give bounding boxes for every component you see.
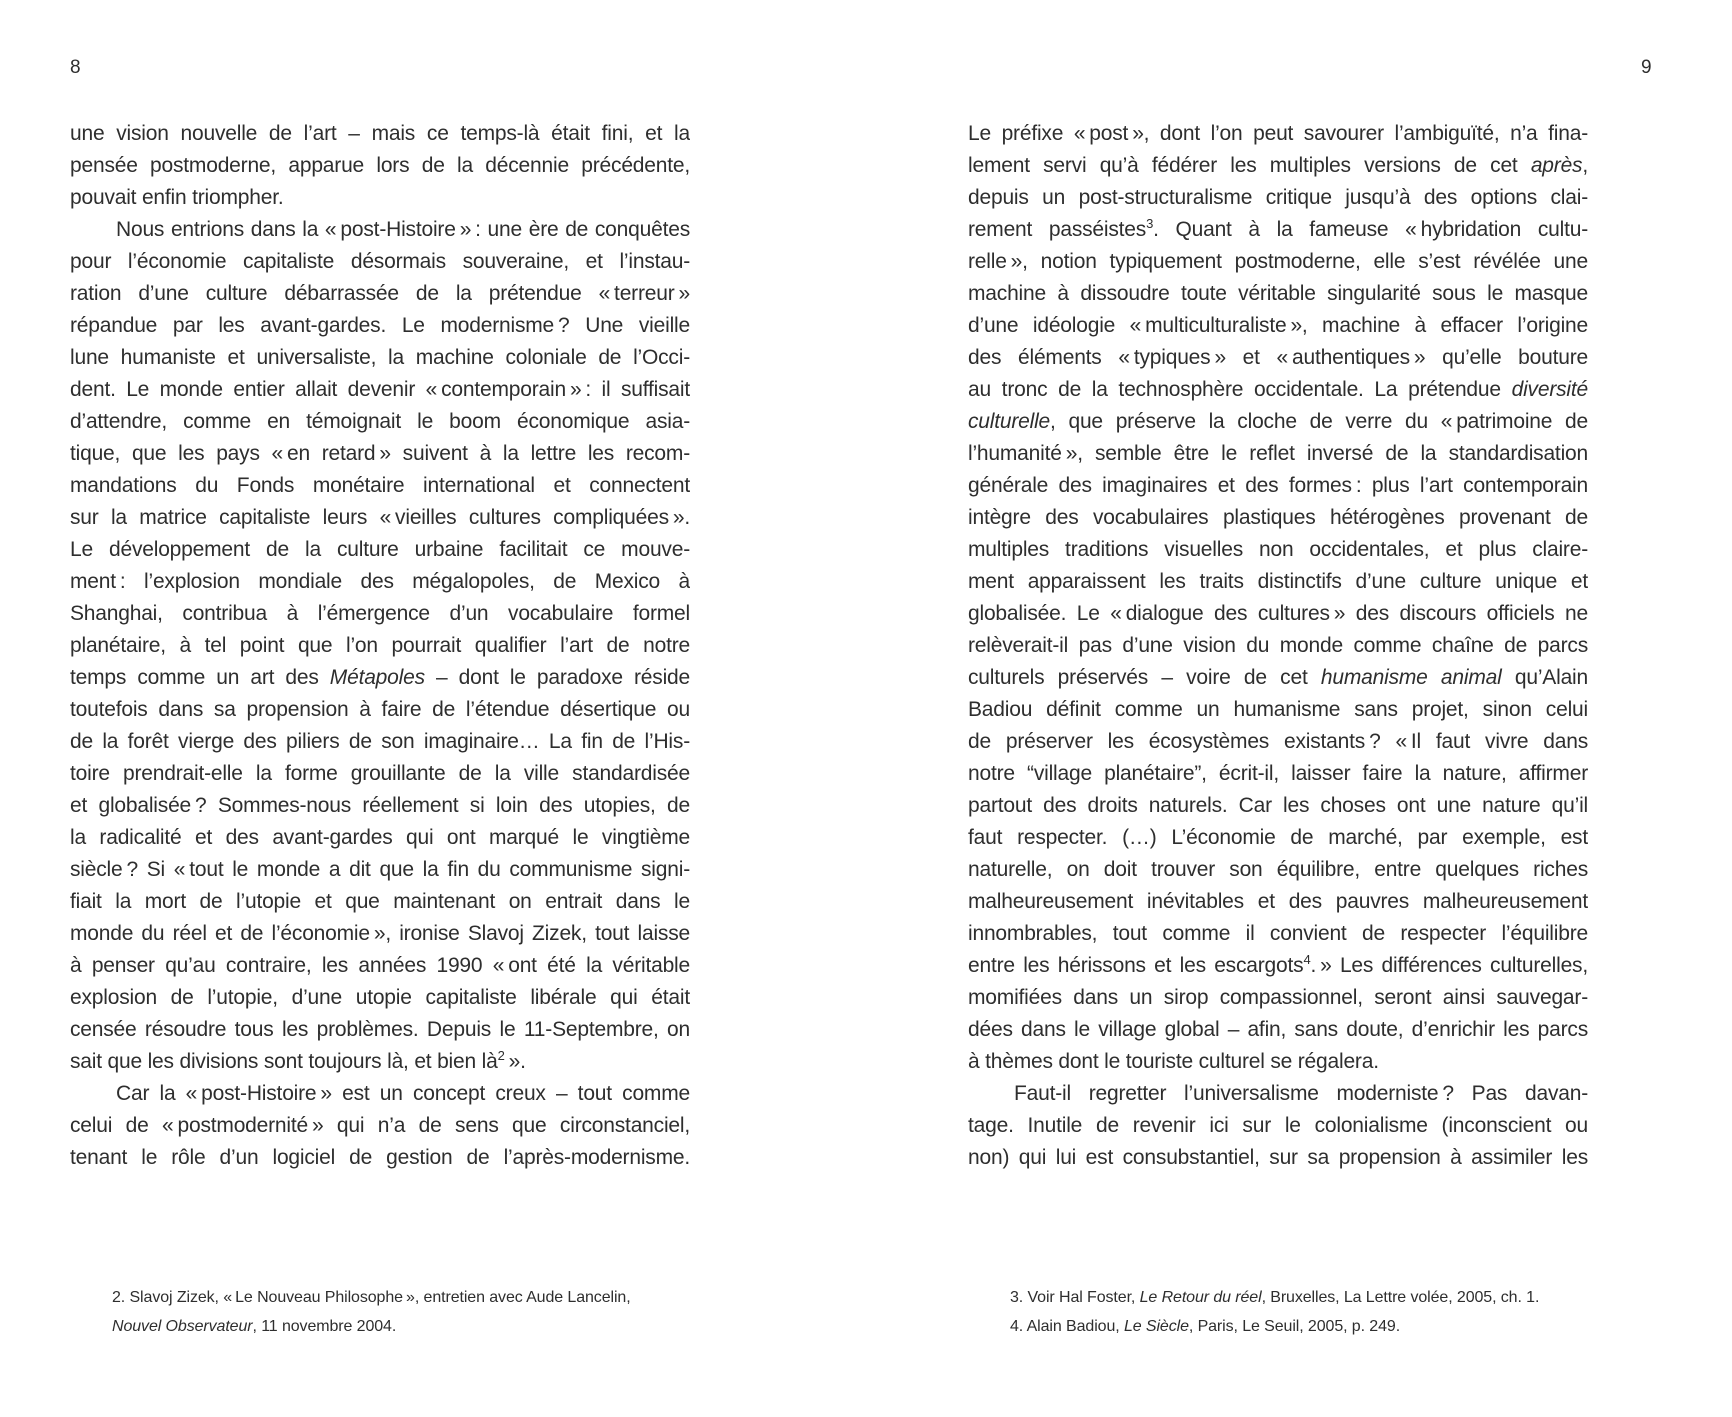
text-line: censée résoudre tous les problèmes. Depuis le 11-Septembre, on xyxy=(70,1018,690,1041)
text-line: temps comme un art des Métapoles – dont le paradoxe réside xyxy=(70,666,690,689)
text-line: globalisée. Le « dialogue des cultures » des discours officiels ne xyxy=(968,602,1588,625)
text-line: d’une idéologie « multiculturaliste », machine à effacer l’origine xyxy=(968,314,1588,337)
text-line: fiait la mort de l’utopie et que maintenant on entrait dans le xyxy=(70,890,690,913)
text-line: toire prendrait-elle la forme grouillante de la ville standardisée xyxy=(70,762,690,785)
right-page-body-text xyxy=(968,118,1588,1174)
left-page-footnotes xyxy=(112,1283,712,1341)
text-line: Shanghai, contribua à l’émergence d’un vocabulaire formel xyxy=(70,602,690,625)
text-line: Nouvel Observateur, 11 novembre 2004. xyxy=(112,1318,397,1335)
text-line: naturelle, on doit trouver son équilibre, entre quelques riches xyxy=(968,858,1588,881)
text-line: sait que les divisions sont toujours là, et bien $là^2$ ». xyxy=(70,1048,526,1073)
text-line: tenant le rôle d’un logiciel de gestion de l’après-modernisme. xyxy=(70,1146,690,1169)
text-line: culturels préservés – voire de cet humanisme animal qu’Alain xyxy=(968,666,1588,689)
right-page xyxy=(968,0,1588,1417)
left-page xyxy=(70,0,690,1417)
text-line: entre les hérissons et les escargots$^4$. » Les différences culturelles, xyxy=(968,952,1588,977)
text-line: tique, que les pays « en retard » suivent à la lettre les recom- xyxy=(70,442,690,465)
text-line: et globalisée ? Sommes-nous réellement si loin des utopies, de xyxy=(70,794,690,817)
text-line: intègre des vocabulaires plastiques hétérogènes provenant de xyxy=(968,506,1588,529)
text-line: ration d’une culture débarrassée de la prétendue « terreur » xyxy=(70,282,690,305)
text-line: depuis un post-structuralisme critique jusqu’à des options clai- xyxy=(968,186,1588,209)
text-line: l’humanité », semble être le reflet inversé de la standardisation xyxy=(968,442,1588,465)
text-line: malheureusement inévitables et des pauvres malheureusement xyxy=(968,890,1588,913)
text-line: de la forêt vierge des piliers de son imaginaire… La fin de l’His- xyxy=(70,730,690,753)
text-line: lune humaniste et universaliste, la machine coloniale de l’Occi- xyxy=(70,346,690,369)
text-line: pouvait enfin triompher. xyxy=(70,186,284,209)
text-line: générale des imaginaires et des formes : plus l’art contemporain xyxy=(968,474,1588,497)
text-line: celui de « postmodernité » qui n’a de sens que circonstanciel, xyxy=(70,1114,690,1137)
text-line: relèverait-il pas d’une vision du monde comme chaîne de parcs xyxy=(968,634,1588,657)
text-line: ment apparaissent les traits distinctifs d’une culture unique et xyxy=(968,570,1588,593)
text-line: explosion de l’utopie, d’une utopie capitaliste libérale qui était xyxy=(70,986,690,1009)
text-line: momifiées dans un sirop compassionnel, seront ainsi sauvegar- xyxy=(968,986,1588,1009)
text-line: toutefois dans sa propension à faire de l’étendue désertique ou xyxy=(70,698,690,721)
text-line: Nous entrions dans la « post-Histoire » : une ère de conquêtes xyxy=(116,218,690,241)
text-line: machine à dissoudre toute véritable singularité sous le masque xyxy=(968,282,1588,305)
text-line: la radicalité et des avant-gardes qui ont marqué le vingtième xyxy=(70,826,690,849)
left-page-body-text xyxy=(70,118,690,1174)
text-line: non) qui lui est consubstantiel, sur sa propension à assimiler les xyxy=(968,1146,1588,1169)
text-line: de préserver les écosystèmes existants ? « Il faut vivre dans xyxy=(968,730,1588,753)
text-line: Badiou définit comme un humanisme sans projet, sinon celui xyxy=(968,698,1588,721)
text-line: 2. Slavoj Zizek, « Le Nouveau Philosophe », entretien avec Aude Lancelin, xyxy=(112,1289,631,1306)
text-line: à thèmes dont le touriste culturel se régalera. xyxy=(968,1050,1379,1073)
text-line: une vision nouvelle de l’art – mais ce temps-là était fini, et la xyxy=(70,122,690,145)
text-line: relle », notion typiquement postmoderne, elle s’est révélée une xyxy=(968,250,1588,273)
text-line: lement servi qu’à fédérer les multiples versions de cet après, xyxy=(968,154,1588,177)
text-line: 4. Alain Badiou, Le Siècle, Paris, Le Seuil, 2005, p. 249. xyxy=(1010,1318,1401,1335)
page-number-right: 9 xyxy=(1641,57,1652,78)
text-line: Le préfixe « post », dont l’on peut savourer l’ambiguïté, n’a fina- xyxy=(968,122,1588,145)
page-number-left: 8 xyxy=(70,57,81,78)
text-line: au tronc de la technosphère occidentale. La prétendue diversité xyxy=(968,378,1588,401)
text-line: rement passéistes$^3$. Quant à la fameuse « hybridation cultu- xyxy=(968,216,1588,241)
text-line: à penser qu’au contraire, les années 1990 « ont été la véritable xyxy=(70,954,690,977)
text-line: Le développement de la culture urbaine facilitait ce mouve- xyxy=(70,538,690,561)
text-line: 3. Voir Hal Foster, Le Retour du réel, Bruxelles, La Lettre volée, 2005, ch. 1. xyxy=(1010,1289,1540,1306)
text-line: siècle ? Si « tout le monde a dit que la fin du communisme signi- xyxy=(70,858,690,881)
text-line: ment : l’explosion mondiale des mégalopoles, de Mexico à xyxy=(70,570,690,593)
text-line: faut respecter. (…) L’économie de marché, par exemple, est xyxy=(968,826,1588,849)
text-line: sur la matrice capitaliste leurs « vieilles cultures compliquées ». xyxy=(70,506,690,529)
text-line: mandations du Fonds monétaire international et connectent xyxy=(70,474,690,497)
text-line: partout des droits naturels. Car les choses ont une nature qu’il xyxy=(968,794,1588,817)
text-line: innombrables, tout comme il convient de respecter l’équilibre xyxy=(968,922,1588,945)
text-line: notre “village planétaire”, écrit-il, laisser faire la nature, affirmer xyxy=(968,762,1588,785)
text-line: culturelle, que préserve la cloche de verre du « patrimoine de xyxy=(968,410,1588,433)
text-line: des éléments « typiques » et « authentiques » qu’elle bouture xyxy=(968,346,1588,369)
text-line: Faut-il regretter l’universalisme moderniste ? Pas davan- xyxy=(1014,1082,1588,1105)
text-line: monde du réel et de l’économie », ironise Slavoj Zizek, tout laisse xyxy=(70,922,690,945)
text-line: pour l’économie capitaliste désormais souveraine, et l’instau- xyxy=(70,250,690,273)
text-line: d’attendre, comme en témoignait le boom économique asia- xyxy=(70,410,690,433)
text-line: tage. Inutile de revenir ici sur le colonialisme (inconscient ou xyxy=(968,1114,1588,1137)
text-line: répandue par les avant-gardes. Le modernisme ? Une vieille xyxy=(70,314,690,337)
text-line: Car la « post-Histoire » est un concept creux – tout comme xyxy=(116,1082,690,1105)
text-line: pensée postmoderne, apparue lors de la décennie précédente, xyxy=(70,154,690,177)
text-line: dent. Le monde entier allait devenir « contemporain » : il suffisait xyxy=(70,378,690,401)
text-line: multiples traditions visuelles non occidentales, et plus claire- xyxy=(968,538,1588,561)
right-page-footnotes xyxy=(1010,1283,1610,1341)
text-line: planétaire, à tel point que l’on pourrait qualifier l’art de notre xyxy=(70,634,690,657)
text-line: dées dans le village global – afin, sans doute, d’enrichir les parcs xyxy=(968,1018,1588,1041)
